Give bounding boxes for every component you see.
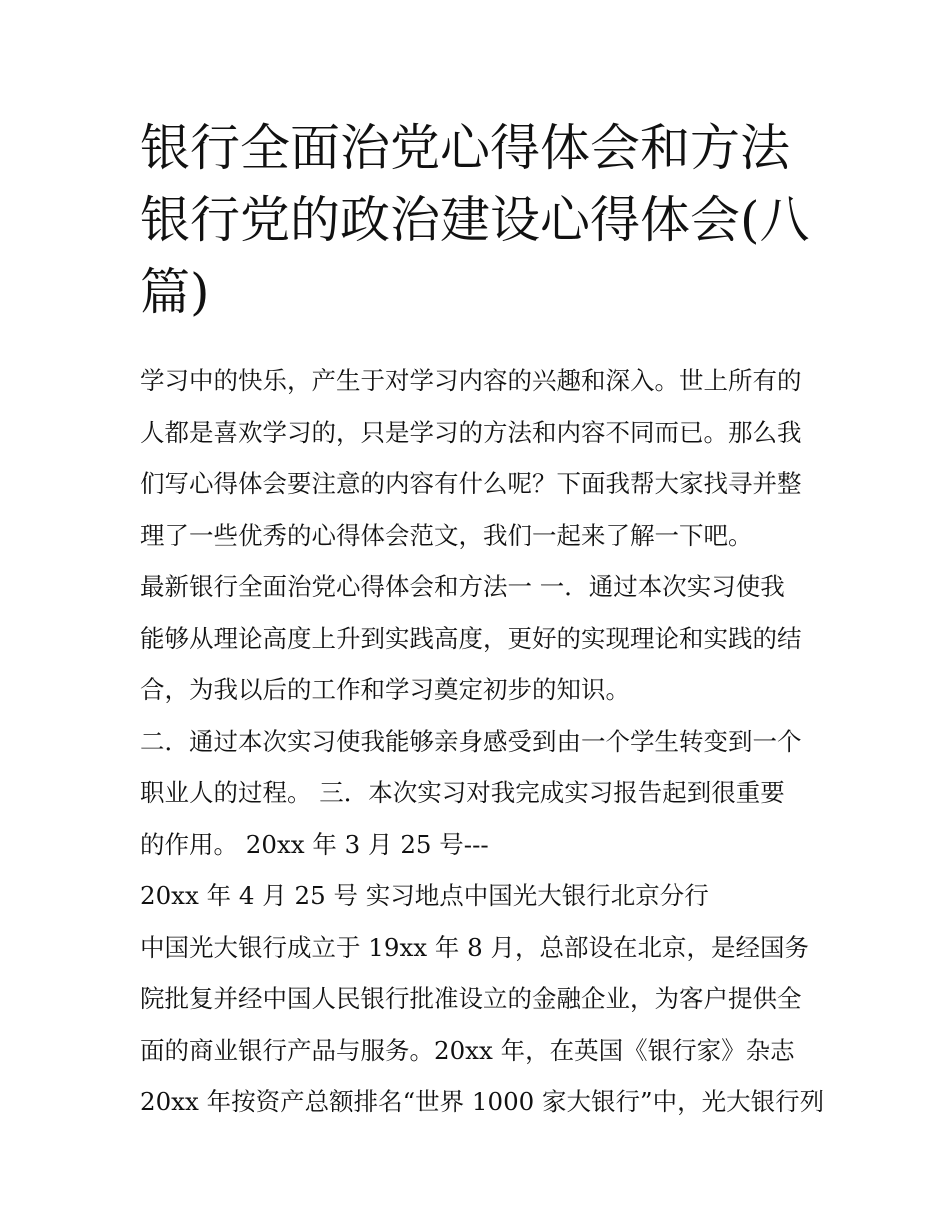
document-body — [140, 355, 830, 1128]
title-line-2: 银行党的政治建设心得体会(八 — [140, 191, 810, 249]
body-line-14: 面的商业银行产品与服务。20xx 年，在英国《银行家》杂志 — [140, 1035, 795, 1065]
body-line-4: 理了一些优秀的心得体会范文，我们一起来了解一下吧。 — [140, 520, 753, 550]
document-title — [140, 112, 830, 328]
body-line-13: 院批复并经中国人民银行批准设立的金融企业，为客户提供全 — [140, 984, 802, 1013]
body-line-15: 20xx 年按资产总额排名“世界 1000 家大银行”中，光大银行列 — [140, 1087, 825, 1116]
title-line-3: 篇) — [140, 263, 210, 321]
body-line-10: 的作用。 20xx 年 3 月 25 号--- — [140, 829, 489, 859]
title-line-1: 银行全面治党心得体会和方法 — [140, 119, 790, 177]
body-line-5: 最新银行全面治党心得体会和方法一 一．通过本次实习使我 — [140, 572, 785, 601]
body-line-12: 中国光大银行成立于 19xx 年 8 月，总部设在北京，是经国务 — [140, 932, 810, 962]
body-line-3: 们写心得体会要注意的内容有什么呢？下面我帮大家找寻并整 — [140, 469, 802, 498]
body-line-1: 学习中的快乐，产生于对学习内容的兴趣和深入。世上所有的 — [140, 366, 802, 395]
body-line-6: 能够从理论高度上升到实践高度，更好的实现理论和实践的结 — [140, 623, 802, 653]
body-line-8: 二．通过本次实习使我能够亲身感受到由一个学生转变到一个 — [140, 726, 802, 756]
body-line-9: 职业人的过程。 三．本次实习对我完成实习报告起到很重要 — [140, 778, 785, 807]
body-line-2: 人都是喜欢学习的，只是学习的方法和内容不同而已。那么我 — [140, 417, 802, 447]
body-line-11: 20xx 年 4 月 25 号 实习地点中国光大银行北京分行 — [140, 881, 709, 910]
body-line-7: 合，为我以后的工作和学习奠定初步的知识。 — [140, 675, 630, 704]
